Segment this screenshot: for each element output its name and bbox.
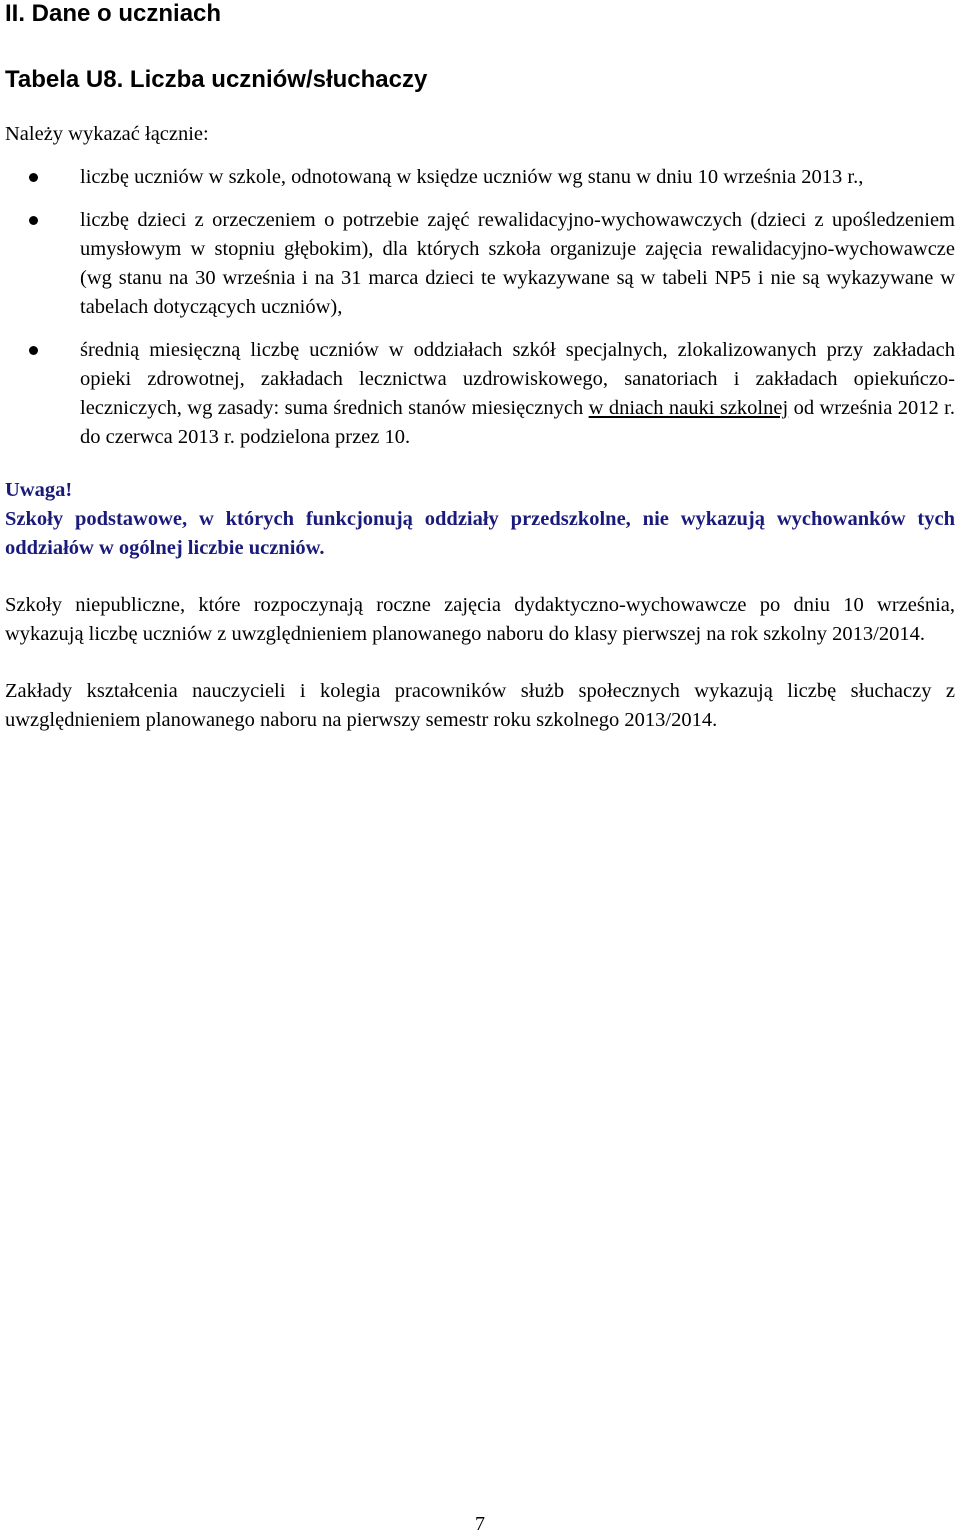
- note-body: Szkoły podstawowe, w których funkcjonują oddziały przedszkolne, nie wykazują wychowanków tych oddziałów w ogólnej liczbie uczniów.: [5, 508, 955, 559]
- list-item: liczbę dzieci z orzeczeniem o potrzebie zajęć rewalidacyjno-wychowawczych (dzieci z upośledzeniem umysłowym w stopniu głębokim), dla których szkoła organizuje zajęcia rewalidacyjno-wychowawcze (wg stanu na 30 września i na 31 marca dzieci te wykazywane są w tabeli NP5 i nie są wykazywane w tabelach dotyczących uczniów),: [80, 206, 955, 322]
- list-item: [80, 336, 955, 452]
- page-number: 7: [475, 1513, 485, 1535]
- requirements-list: [5, 163, 955, 452]
- paragraph-nonpublic-schools: Szkoły niepubliczne, które rozpoczynają roczne zajęcia dydaktyczno-wychowawcze po dniu 10 września, wykazują liczbę uczniów z uwzględnieniem planowanego naboru do klasy pierwszej na rok szkolny 2013/2014.: [5, 594, 955, 645]
- note-title: Uwaga!: [5, 479, 73, 501]
- intro-text: Należy wykazać łącznie:: [5, 123, 209, 145]
- list-item: liczbę uczniów w szkole, odnotowaną w księdze uczniów wg stanu w dniu 10 września 2013 r.,: [80, 163, 955, 192]
- section-title: II. Dane o uczniach: [5, 0, 222, 27]
- list-item-text: od września 2012 r. do czerwca 2013 r. podzielona przez 10.: [80, 397, 955, 448]
- paragraph-teacher-colleges: Zakłady kształcenia nauczycieli i kolegia pracowników służb społecznych wykazują liczbę słuchaczy z uwzględnieniem planowanego naboru na pierwszy semestr roku szkolnego 2013/2014.: [5, 680, 955, 731]
- list-item-text: średnią miesięczną liczbę uczniów w oddziałach szkół specjalnych, zlokalizowanych przy zakładach opieki zdrowotnej, zakładach lecznictwa uzdrowiskowego, sanatoriach i zakładach opiekuńczo-leczniczych, wg zasady: suma średnich stanów miesięcznych: [80, 339, 955, 419]
- underlined-text: w dniach nauki szkolnej: [588, 397, 789, 419]
- table-title: Tabela U8. Liczba uczniów/słuchaczy: [5, 66, 428, 93]
